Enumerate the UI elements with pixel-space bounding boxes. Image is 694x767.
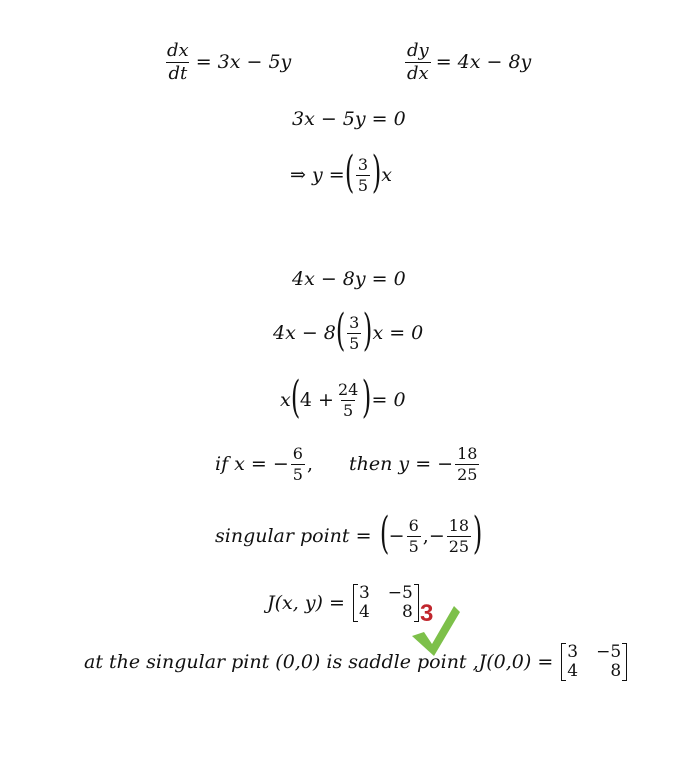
equation-5 — [280, 372, 406, 423]
matrix-entry: 3 — [358, 583, 370, 603]
dxdt-numerator: dx — [167, 40, 189, 61]
equation-5-inner: 4 + — [299, 388, 334, 411]
dydx-denominator: dx — [407, 63, 429, 84]
comma: , — [306, 453, 314, 475]
equation-1: 3x − 5y = 0 — [292, 108, 406, 130]
right-paren: ) — [472, 508, 483, 559]
matrix-entry: 8 — [610, 661, 622, 681]
dxdt-denominator: dt — [168, 63, 188, 84]
equation-4 — [273, 305, 424, 356]
comma: ,− — [422, 524, 445, 547]
fraction-denominator: 5 — [292, 465, 303, 484]
equation-2-prefix: ⇒ y = — [290, 163, 345, 186]
fraction-numerator: 18 — [448, 515, 470, 535]
fraction-denominator: 5 — [349, 333, 360, 353]
dydx-fraction — [405, 42, 431, 83]
matrix-entry: 3 — [567, 642, 579, 662]
matrix-entry: −5 — [387, 583, 413, 603]
equation-2-suffix: x — [381, 163, 392, 186]
equation-2-fraction — [356, 154, 370, 195]
dxdt-equation — [163, 42, 291, 83]
singular-point-label: singular point = — [215, 524, 372, 547]
fraction-numerator: 6 — [292, 444, 303, 463]
equation-4-prefix: 4x − 8 — [273, 321, 336, 344]
jacobian-line — [267, 584, 422, 622]
left-paren: ( — [290, 372, 301, 423]
right-paren: ) — [363, 305, 373, 356]
equation-5-suffix: = 0 — [371, 388, 406, 411]
left-paren: ( — [344, 147, 354, 198]
dydx-numerator: dy — [407, 40, 429, 61]
grade-score: 3 — [420, 600, 434, 627]
dxdt-rhs: = 3x − 5y — [195, 51, 292, 73]
equation-5-prefix: x — [280, 388, 291, 411]
saddle-point-line — [84, 643, 630, 681]
if-fraction — [291, 446, 305, 483]
dydx-equation — [403, 42, 531, 83]
right-paren: ) — [362, 372, 372, 423]
equation-2 — [290, 147, 392, 198]
dxdt-fraction — [165, 42, 191, 83]
fraction-denominator: 25 — [457, 465, 478, 484]
matrix-entry: 4 — [358, 602, 370, 622]
then-fraction — [455, 446, 479, 483]
equation-5-fraction — [336, 379, 360, 420]
fraction-numerator: 24 — [337, 379, 359, 399]
if-text: if x = − — [215, 453, 289, 475]
fraction-denominator: 5 — [408, 536, 419, 556]
jacobian-origin-matrix — [561, 643, 627, 681]
then-text: then y = − — [349, 453, 454, 475]
right-paren: ) — [371, 147, 382, 198]
condition-line — [215, 446, 481, 483]
fraction-denominator: 5 — [343, 400, 354, 420]
fraction-denominator: 5 — [357, 175, 369, 195]
fraction-numerator: 6 — [408, 515, 419, 535]
fraction-numerator: 3 — [349, 312, 360, 332]
minus-sign: − — [388, 524, 405, 547]
left-paren: ( — [335, 305, 346, 356]
singular-point-line — [215, 508, 483, 559]
saddle-point-text: at the singular pint (0,0) is saddle point ,J(0,0) = — [84, 650, 554, 673]
jacobian-label: J(x, y) = — [267, 591, 345, 614]
dydx-rhs: = 4x − 8y — [435, 51, 532, 73]
singular-y-fraction — [447, 515, 471, 556]
equation-3: 4x − 8y = 0 — [292, 268, 406, 290]
fraction-denominator: 25 — [448, 536, 470, 556]
equation-4-suffix: x = 0 — [372, 321, 424, 344]
left-paren: ( — [379, 508, 389, 559]
matrix-entry: 4 — [567, 661, 579, 681]
equation-4-fraction — [347, 312, 361, 353]
singular-x-fraction — [407, 515, 421, 556]
fraction-numerator: 3 — [357, 154, 369, 174]
matrix-entry: −5 — [596, 642, 622, 662]
matrix-entry: 8 — [402, 602, 413, 622]
fraction-numerator: 18 — [457, 444, 478, 463]
